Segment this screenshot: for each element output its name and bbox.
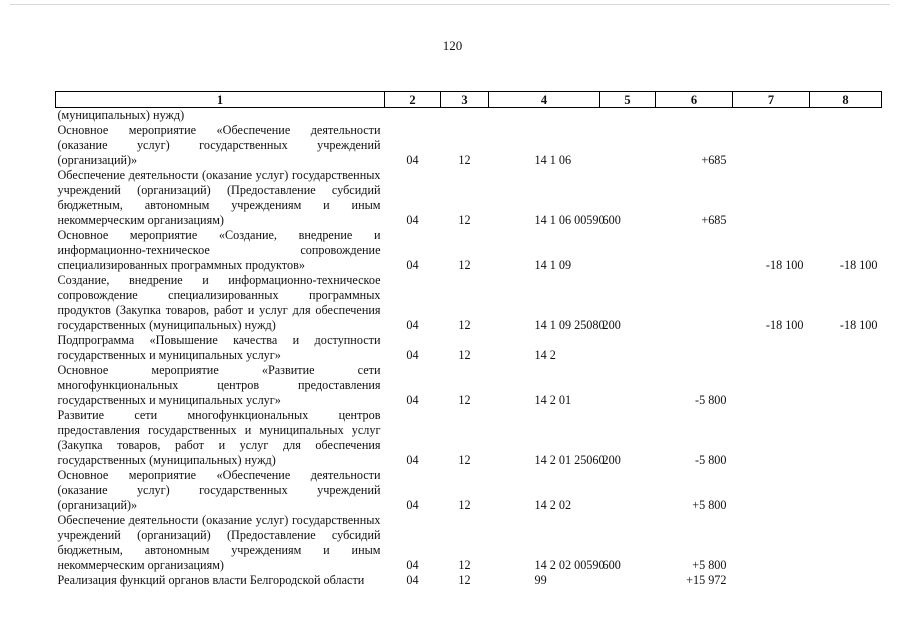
row-description: Основное мероприятие «Развитие сети многофункциональных центров предоставления государственных и муниципальных услуг» — [57, 363, 381, 407]
row-section — [385, 108, 441, 124]
row-amount-col8 — [810, 573, 882, 588]
row-amount-col7 — [733, 168, 810, 228]
row-expense-type — [600, 363, 656, 408]
row-amount-col8 — [810, 363, 882, 408]
row-target-article: 14 2 02 00590 — [534, 558, 605, 572]
row-amount-col6: +5 800 — [692, 498, 727, 512]
row-amount-col7 — [733, 333, 810, 363]
table-row — [56, 468, 882, 513]
table-row — [56, 333, 882, 363]
row-amount-col8: -18 100 — [839, 318, 878, 332]
table-body — [56, 108, 882, 589]
header-col-7: 7 — [733, 92, 810, 108]
row-description: (муниципальных) нужд) — [57, 108, 185, 122]
row-target-article: 14 2 02 — [534, 498, 572, 512]
row-section: 04 — [406, 573, 419, 587]
row-section: 04 — [406, 258, 419, 272]
row-expense-type — [600, 228, 656, 273]
table-row — [56, 408, 882, 468]
row-amount-col6: +5 800 — [692, 558, 727, 572]
row-target-article: 14 2 01 — [534, 393, 572, 407]
row-amount-col6: +685 — [701, 213, 727, 227]
row-target-article: 14 2 01 25060 — [534, 453, 605, 467]
row-amount-col8 — [810, 468, 882, 513]
row-target-article: 14 1 09 25080 — [534, 318, 605, 332]
scan-artifact-top — [10, 4, 890, 5]
header-col-1: 1 — [56, 92, 385, 108]
row-subsection: 12 — [458, 558, 471, 572]
row-target-article: 14 2 — [534, 348, 556, 362]
row-target-article — [489, 108, 600, 124]
header-col-3: 3 — [441, 92, 489, 108]
row-amount-col8 — [810, 168, 882, 228]
row-amount-col7: -18 100 — [765, 258, 804, 272]
row-subsection: 12 — [458, 573, 471, 587]
row-expense-type: 600 — [602, 558, 621, 572]
row-amount-col7 — [733, 408, 810, 468]
row-subsection: 12 — [458, 453, 471, 467]
header-col-6: 6 — [656, 92, 733, 108]
table-header-row — [56, 92, 882, 108]
row-description: Обеспечение деятельности (оказание услуг) государственных учреждений (организаций) (Предоставление субсидий бюджетным, автономным учреждениям и иным некоммерческим организациям) — [57, 513, 381, 572]
row-subsection: 12 — [458, 498, 471, 512]
header-col-5: 5 — [600, 92, 656, 108]
row-subsection: 12 — [458, 318, 471, 332]
table-row — [56, 273, 882, 333]
row-section: 04 — [406, 558, 419, 572]
row-expense-type — [600, 123, 656, 168]
row-expense-type — [600, 468, 656, 513]
row-section: 04 — [406, 153, 419, 167]
row-amount-col8 — [810, 513, 882, 573]
header-col-4: 4 — [489, 92, 600, 108]
row-amount-col6 — [656, 108, 733, 124]
row-amount-col7 — [733, 123, 810, 168]
row-amount-col6: +685 — [701, 153, 727, 167]
row-description: Обеспечение деятельности (оказание услуг) государственных учреждений (организаций) (Предоставление субсидий бюджетным, автономным учреждениям и иным некоммерческим организациям) — [57, 168, 381, 227]
budget-table-container — [55, 91, 881, 588]
table-row — [56, 513, 882, 573]
row-expense-type — [600, 333, 656, 363]
row-subsection: 12 — [458, 258, 471, 272]
row-amount-col7: -18 100 — [765, 318, 804, 332]
row-amount-col8: -18 100 — [839, 258, 878, 272]
row-subsection: 12 — [458, 213, 471, 227]
row-section: 04 — [406, 453, 419, 467]
table-row — [56, 168, 882, 228]
row-section: 04 — [406, 348, 419, 362]
row-amount-col8 — [810, 108, 882, 124]
page-number: 120 — [442, 38, 463, 53]
row-expense-type: 600 — [602, 213, 621, 227]
header-col-8: 8 — [810, 92, 882, 108]
row-expense-type — [600, 108, 656, 124]
row-amount-col6: +15 972 — [686, 573, 727, 587]
row-expense-type — [600, 573, 656, 588]
table-row — [56, 573, 882, 588]
row-description: Развитие сети многофункциональных центров предоставления государственных и муниципальных услуг (Закупка товаров, работ и услуг для обеспечения государственных (муниципальных) нужд) — [57, 408, 381, 467]
row-expense-type: 200 — [602, 318, 621, 332]
row-expense-type: 200 — [602, 453, 621, 467]
row-description: Основное мероприятие «Обеспечение деятельности (оказание услуг) государственных учреждений (организаций)» — [57, 468, 381, 512]
row-description: Основное мероприятие «Обеспечение деятельности (оказание услуг) государственных учреждений (организаций)» — [57, 123, 381, 167]
table-row — [56, 363, 882, 408]
row-amount-col8 — [810, 123, 882, 168]
row-section: 04 — [406, 213, 419, 227]
row-amount-col6: -5 800 — [695, 393, 727, 407]
row-target-article: 14 1 09 — [534, 258, 572, 272]
row-description: Реализация функций органов власти Белгородской области — [57, 573, 365, 587]
row-section: 04 — [406, 318, 419, 332]
row-subsection: 12 — [458, 153, 471, 167]
row-section: 04 — [406, 393, 419, 407]
row-amount-col6 — [656, 228, 733, 273]
row-target-article: 14 1 06 00590 — [534, 213, 605, 227]
row-amount-col8 — [810, 408, 882, 468]
row-subsection: 12 — [458, 393, 471, 407]
row-amount-col6 — [656, 273, 733, 333]
row-target-article: 14 1 06 — [534, 153, 572, 167]
table-row — [56, 228, 882, 273]
row-amount-col7 — [733, 468, 810, 513]
row-description: Основное мероприятие «Создание, внедрение и информационно-техническое сопровождение специализированных программных продуктов» — [57, 228, 381, 272]
row-subsection — [441, 108, 489, 124]
row-target-article: 99 — [534, 573, 547, 587]
row-amount-col7 — [733, 363, 810, 408]
row-section: 04 — [406, 498, 419, 512]
row-description: Подпрограмма «Повышение качества и доступности государственных и муниципальных услуг» — [57, 333, 381, 362]
row-amount-col6 — [656, 333, 733, 363]
budget-table — [55, 91, 882, 588]
row-amount-col7 — [733, 108, 810, 124]
row-amount-col6: -5 800 — [695, 453, 727, 467]
row-description: Создание, внедрение и информационно-техническое сопровождение специализированных программных продуктов (Закупка товаров, работ и услуг для обеспечения государственных (муниципальных) нужд) — [57, 273, 381, 332]
row-amount-col7 — [733, 573, 810, 588]
row-subsection: 12 — [458, 348, 471, 362]
table-row — [56, 108, 882, 124]
row-amount-col8 — [810, 333, 882, 363]
header-col-2: 2 — [385, 92, 441, 108]
table-row — [56, 123, 882, 168]
row-amount-col7 — [733, 513, 810, 573]
